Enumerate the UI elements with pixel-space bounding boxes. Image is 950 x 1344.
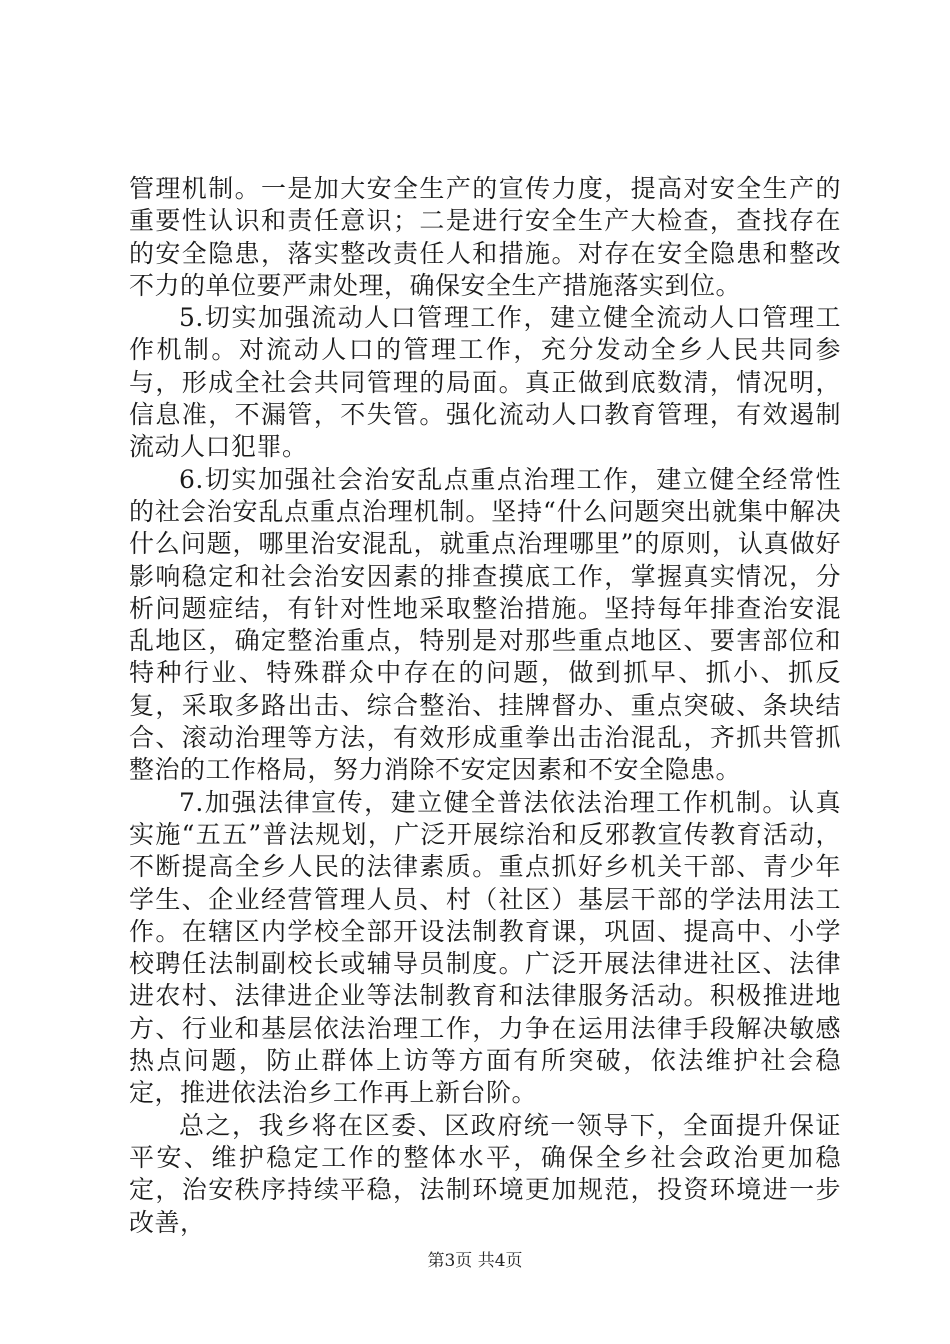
document-body — [129, 173, 841, 1239]
paragraph-continuation: 管理机制。一是加大安全生产的宣传力度，提高对安全生产的重要性认识和责任意识；二是进行安全生产大检查，查找存在的安全隐患，落实整改责任人和措施。对存在安全隐患和整改不力的单位要严肃处理，确保安全生产措施落实到位。 — [129, 174, 841, 300]
paragraph-item-5: 5.切实加强流动人口管理工作，建立健全流动人口管理工作机制。对流动人口的管理工作，充分发动全乡人民共同参与，形成全社会共同管理的局面。真正做到底数清，情况明，信息准，不漏管，不失管。强化流动人口教育管理，有效遏制流动人口犯罪。 — [129, 303, 841, 462]
page-number-footer: 第3页 共4页 — [427, 1251, 523, 1271]
paragraph-item-6: 6.切实加强社会治安乱点重点治理工作，建立健全经常性的社会治安乱点重点治理机制。坚持“什么问题突出就集中解决什么问题，哪里治安混乱，就重点治理哪里”的原则，认真做好影响稳定和社会治安因素的排查摸底工作，掌握真实情况，分析问题症结，有针对性地采取整治措施。坚持每年排查治安混乱地区，确定整治重点，特别是对那些重点地区、要害部位和特种行业、特殊群众中存在的问题，做到抓早、抓小、抓反复，采取多路出击、综合整治、挂牌督办、重点突破、条块结合、滚动治理等方法，有效形成重拳出击治混乱，齐抓共管抓整治的工作格局，努力消除不安定因素和不安全隐患。 — [129, 464, 841, 785]
paragraph-item-7: 7.加强法律宣传，建立健全普法依法治理工作机制。认真实施“五五”普法规划，广泛开展综治和反邪教宣传教育活动，不断提高全乡人民的法律素质。重点抓好乡机关干部、青少年学生、企业经营管理人员、村（社区）基层干部的学法用法工作。在辖区内学校全部开设法制教育课，巩固、提高中、小学校聘任法制副校长或辅导员制度。广泛开展法律进社区、法律进农村、法律进企业等法制教育和法律服务活动。积极推进地方、行业和基层依法治理工作，力争在运用法律手段解决敏感热点问题，防止群体上访等方面有所突破，依法维护社会稳定，推进依法治乡工作再上新台阶。 — [129, 787, 841, 1108]
paragraph-summary: 总之，我乡将在区委、区政府统一领导下，全面提升保证平安、维护稳定工作的整体水平，确保全乡社会政治更加稳定，治安秩序持续平稳，法制环境更加规范，投资环境进一步改善， — [129, 1110, 841, 1237]
